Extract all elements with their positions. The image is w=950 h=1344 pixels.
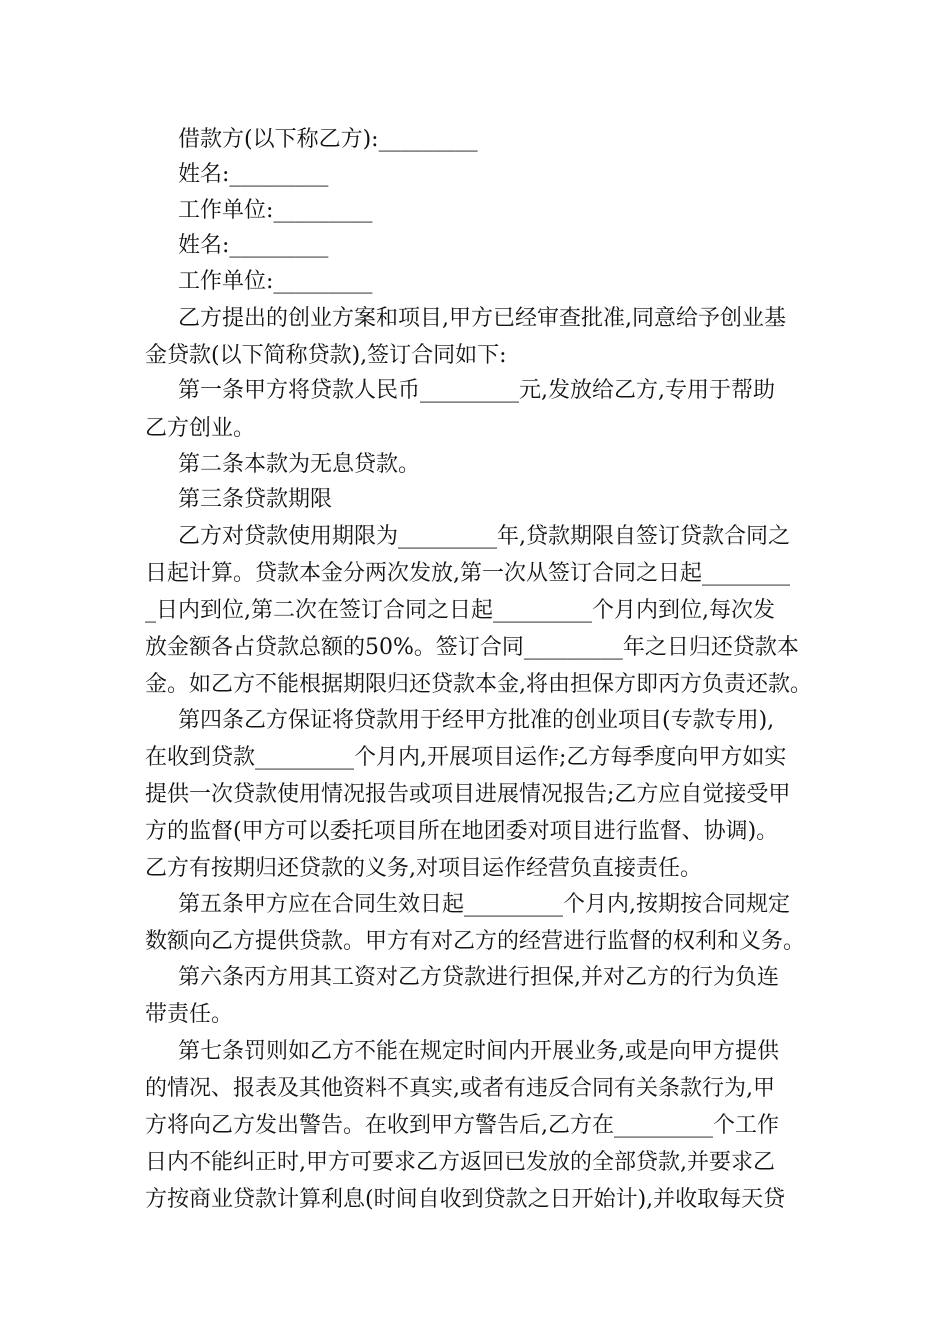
text-line: 第七条罚则如乙方不能在规定时间内开展业务,或是向甲方提供 [178, 1039, 779, 1064]
text-line: 乙方有按期归还贷款的义务,对项目运作经营负直接责任。 [145, 856, 702, 881]
text-line: 工作单位:_________ [178, 269, 373, 294]
text-line: 第三条贷款期限 [178, 487, 333, 512]
text-line: 方的监督(甲方可以委托项目所在地团委对项目进行监督、协调)。 [145, 819, 779, 844]
text-line: 乙方对贷款使用期限为_________年,贷款期限自签订贷款合同之 [178, 524, 790, 549]
text-line: 工作单位:_________ [178, 198, 373, 223]
text-line: 第四条乙方保证将贷款用于经甲方批准的创业项目(专款专用), [178, 708, 775, 733]
text-line: 第六条丙方用其工资对乙方贷款进行担保,并对乙方的行为负连 [178, 965, 779, 990]
text-line: 日内不能纠正时,甲方可要求乙方返回已发放的全部贷款,并要求乙 [145, 1150, 775, 1175]
text-line: 的情况、报表及其他资料不真实,或者有违反合同有关条款行为,甲 [145, 1076, 775, 1101]
text-line: 乙方提出的创业方案和项目,甲方已经审查批准,同意给予创业基 [178, 306, 786, 331]
text-line: 提供一次贷款使用情况报告或项目进展情况报告;乙方应自觉接受甲 [145, 782, 791, 807]
text-line: 借款方(以下称乙方):_________ [178, 127, 478, 152]
text-line: 带责任。 [145, 1002, 234, 1027]
text-line: 第二条本款为无息贷款。 [178, 452, 421, 477]
text-line: 金。如乙方不能根据期限归还贷款本金,将由担保方即丙方负责还款。 [145, 672, 812, 697]
text-line: 姓名:_________ [178, 162, 329, 187]
text-line: 方按商业贷款计算利息(时间自收到贷款之日开始计),并收取每天贷 [145, 1187, 786, 1212]
text-line: 第一条甲方将贷款人民币_________元,发放给乙方,专用于帮助 [178, 378, 775, 403]
text-line: 在收到贷款_________个月内,开展项目运作;乙方每季度向甲方如实 [145, 745, 787, 770]
text-line: 数额向乙方提供贷款。甲方有对乙方的经营进行监督的权利和义务。 [145, 929, 806, 954]
text-line: 金贷款(以下简称贷款),签订合同如下: [145, 343, 507, 368]
text-line: _日内到位,第二次在签订合同之日起_________个月内到位,每次发 [145, 598, 775, 623]
text-line: 姓名:_________ [178, 233, 329, 258]
text-line: 第五条甲方应在合同生效日起_________个月内,按期按合同规定 [178, 892, 790, 917]
text-line: 放金额各占贷款总额的50%。签订合同_________年之日归还贷款本 [145, 635, 799, 660]
text-line: 乙方创业。 [145, 416, 256, 441]
text-line: 日起计算。贷款本金分两次发放,第一次从签订合同之日起________ [145, 561, 790, 586]
text-line: 方将向乙方发出警告。在收到甲方警告后,乙方在_________个工作 [145, 1113, 779, 1138]
